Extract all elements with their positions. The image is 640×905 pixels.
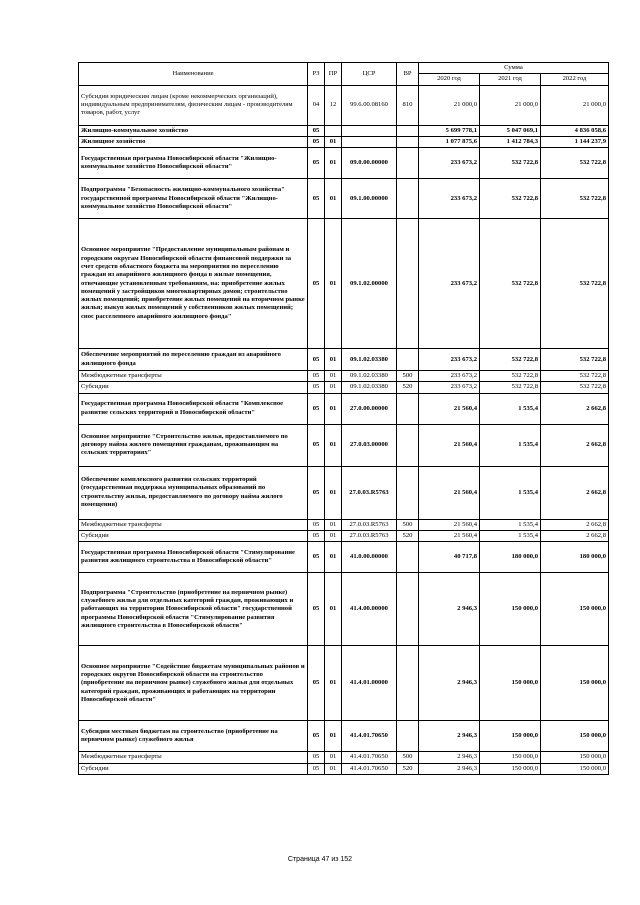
row-vr (397, 125, 419, 136)
row-vr: 810 (397, 85, 419, 125)
row-pr: 01 (325, 752, 342, 763)
row-rz: 05 (308, 179, 325, 219)
row-value-2022: 532 722,8 (541, 179, 609, 219)
row-csr: 09.1.00.00000 (342, 179, 397, 219)
row-vr (397, 721, 419, 752)
row-rz: 05 (308, 371, 325, 382)
row-rz: 05 (308, 382, 325, 393)
row-value-2022: 150 000,0 (541, 573, 609, 646)
row-value-2021: 150 000,0 (480, 646, 541, 721)
row-rz: 05 (308, 424, 325, 466)
row-value-2021: 532 722,8 (480, 382, 541, 393)
row-csr (342, 136, 397, 147)
header-year-2022: 2022 год (541, 74, 609, 85)
row-vr (397, 424, 419, 466)
row-value-2021: 180 000,0 (480, 542, 541, 573)
table-row (79, 542, 609, 573)
header-csr: ЦСР (342, 63, 397, 86)
row-rz: 05 (308, 148, 325, 179)
row-vr: 520 (397, 531, 419, 542)
row-pr: 01 (325, 136, 342, 147)
row-value-2022: 150 000,0 (541, 763, 609, 774)
row-name: Субсидии местным бюджетам на строительство (приобретение на первичном рынке) служебного жилья (79, 721, 308, 752)
row-pr: 01 (325, 393, 342, 424)
row-csr: 41.4.01.70650 (342, 763, 397, 774)
row-vr: 500 (397, 519, 419, 530)
row-pr: 01 (325, 179, 342, 219)
row-csr: 41.4.01.70650 (342, 752, 397, 763)
row-vr (397, 393, 419, 424)
row-vr (397, 349, 419, 371)
row-value-2022: 150 000,0 (541, 752, 609, 763)
row-pr: 01 (325, 542, 342, 573)
row-value-2020: 5 699 778,1 (419, 125, 480, 136)
row-pr: 01 (325, 573, 342, 646)
row-vr: 520 (397, 763, 419, 774)
row-value-2020: 1 077 875,6 (419, 136, 480, 147)
row-value-2021: 150 000,0 (480, 752, 541, 763)
row-name: Подпрограмма "Строительство (приобретение на первичном рынке) служебного жилья для отдельных категорий граждан, проживающих и работающих на территории Новосибирской области" государственной программы Новосибирской области "Стимулирование развития жилищного строительства в Новосибирской области" (79, 573, 308, 646)
row-csr: 27.0.03.R5763 (342, 519, 397, 530)
row-pr: 01 (325, 349, 342, 371)
row-value-2021: 21 000,0 (480, 85, 541, 125)
header-pr: ПР (325, 63, 342, 86)
row-value-2020: 233 673,2 (419, 382, 480, 393)
row-value-2021: 150 000,0 (480, 763, 541, 774)
row-value-2020: 21 000,0 (419, 85, 480, 125)
row-pr: 01 (325, 371, 342, 382)
table-row (79, 148, 609, 179)
table-row (79, 382, 609, 393)
row-rz: 05 (308, 393, 325, 424)
row-value-2022: 2 662,8 (541, 519, 609, 530)
row-pr: 01 (325, 531, 342, 542)
row-value-2022: 2 662,8 (541, 424, 609, 466)
row-name: Межбюджетные трансферты (79, 371, 308, 382)
table-row (79, 573, 609, 646)
header-sum: Сумма (419, 63, 609, 74)
row-pr: 01 (325, 519, 342, 530)
row-value-2021: 5 047 069,1 (480, 125, 541, 136)
row-name: Государственная программа Новосибирской области "Жилищно-коммунальное хозяйство Новосибирской области" (79, 148, 308, 179)
row-name: Субсидии юридическим лицам (кроме некоммерческих организаций), индивидуальным предпринимателям, физическим лицам - производителям товаров, работ, услуг (79, 85, 308, 125)
table-row (79, 466, 609, 519)
row-name: Субсидии (79, 531, 308, 542)
row-value-2022: 180 000,0 (541, 542, 609, 573)
row-rz: 05 (308, 573, 325, 646)
row-rz: 04 (308, 85, 325, 125)
row-rz: 05 (308, 125, 325, 136)
row-name: Субсидии (79, 763, 308, 774)
row-value-2022: 4 836 058,6 (541, 125, 609, 136)
row-vr (397, 646, 419, 721)
row-csr (342, 125, 397, 136)
page-number: Страница 47 из 152 (287, 856, 353, 863)
row-vr: 520 (397, 382, 419, 393)
row-pr: 01 (325, 466, 342, 519)
header-vr: ВР (397, 63, 419, 86)
row-value-2021: 1 535,4 (480, 466, 541, 519)
row-vr: 500 (397, 752, 419, 763)
row-name: Субсидии (79, 382, 308, 393)
table-row (79, 349, 609, 371)
row-value-2021: 1 535,4 (480, 424, 541, 466)
table-row (79, 752, 609, 763)
row-vr: 500 (397, 371, 419, 382)
row-name: Основное мероприятие "Содействие бюджетам муниципальных районов и городских округов Новосибирской области на строительство (приобретение на первичном рынке) служебного жилья для отдельных категорий граждан, проживающих и работающих на территории Новосибирской области" (79, 646, 308, 721)
row-value-2022: 2 662,8 (541, 531, 609, 542)
row-vr (397, 179, 419, 219)
row-pr: 01 (325, 763, 342, 774)
row-value-2020: 2 946,3 (419, 721, 480, 752)
row-rz: 05 (308, 542, 325, 573)
row-value-2022: 2 662,8 (541, 393, 609, 424)
row-csr: 27.0.03.00000 (342, 424, 397, 466)
row-value-2022: 2 662,8 (541, 466, 609, 519)
row-value-2021: 532 722,8 (480, 148, 541, 179)
row-value-2022: 532 722,8 (541, 371, 609, 382)
row-value-2020: 21 560,4 (419, 424, 480, 466)
row-csr: 27.0.00.00000 (342, 393, 397, 424)
row-value-2022: 532 722,8 (541, 349, 609, 371)
table-row (79, 424, 609, 466)
row-csr: 09.0.00.00000 (342, 148, 397, 179)
header-year-2020: 2020 год (419, 74, 480, 85)
row-pr: 01 (325, 721, 342, 752)
row-csr: 41.4.01.70650 (342, 721, 397, 752)
table-row (79, 179, 609, 219)
table-row (79, 763, 609, 774)
table-row (79, 219, 609, 349)
row-value-2021: 150 000,0 (480, 721, 541, 752)
row-name: Межбюджетные трансферты (79, 519, 308, 530)
row-csr: 27.0.03.R5763 (342, 531, 397, 542)
row-name: Обеспечение комплексного развития сельских территорий (государственная поддержка муниципальных образований по строительству жилья, предоставляемого по договору найма жилого помещения) (79, 466, 308, 519)
row-pr: 01 (325, 424, 342, 466)
table-row (79, 125, 609, 136)
row-name: Межбюджетные трансферты (79, 752, 308, 763)
row-value-2020: 2 946,3 (419, 763, 480, 774)
row-vr (397, 466, 419, 519)
row-value-2021: 1 535,4 (480, 393, 541, 424)
table-row (79, 531, 609, 542)
row-rz: 05 (308, 349, 325, 371)
row-value-2020: 233 673,2 (419, 371, 480, 382)
table-row (79, 721, 609, 752)
row-csr: 09.1.02.03380 (342, 382, 397, 393)
row-rz: 05 (308, 466, 325, 519)
row-value-2020: 233 673,2 (419, 148, 480, 179)
row-value-2020: 233 673,2 (419, 179, 480, 219)
header-year-2021: 2021 год (480, 74, 541, 85)
row-value-2020: 21 560,4 (419, 519, 480, 530)
row-name: Основное мероприятие "Предоставление муниципальным районам и городским округам Новосибирской области финансовой поддержки за счет средств областного бюджета на мероприятия по переселению граждан из аварийного жилищного фонда в жилые помещения, отвечающие установленным требованиям, на: приобретение жилых помещений у застройщиков многоквартирных домов; строительство жилых помещений; приобретение жилых помещений на вторичном рынке жилья; выкуп жилых помещений у собственников жилых помещений; снос расселенного аварийного жилищного фонда" (79, 219, 308, 349)
row-value-2022: 532 722,8 (541, 219, 609, 349)
row-rz: 05 (308, 646, 325, 721)
row-name: Основное мероприятие "Строительство жилья, предоставляемого по договору найма жилого помещения гражданам, проживающим на сельских территориях" (79, 424, 308, 466)
row-value-2021: 150 000,0 (480, 573, 541, 646)
table-row (79, 519, 609, 530)
row-rz: 05 (308, 721, 325, 752)
row-value-2022: 150 000,0 (541, 721, 609, 752)
row-value-2020: 40 717,8 (419, 542, 480, 573)
row-pr: 01 (325, 148, 342, 179)
row-value-2022: 21 000,0 (541, 85, 609, 125)
row-csr: 41.4.01.00000 (342, 646, 397, 721)
row-value-2020: 2 946,3 (419, 752, 480, 763)
table-body (79, 85, 609, 774)
row-value-2020: 21 560,4 (419, 531, 480, 542)
row-vr (397, 136, 419, 147)
row-name: Государственная программа Новосибирской области "Комплексное развитие сельских территорий в Новосибирской области" (79, 393, 308, 424)
header-rz: РЗ (308, 63, 325, 86)
row-value-2021: 532 722,8 (480, 179, 541, 219)
row-value-2022: 532 722,8 (541, 148, 609, 179)
row-vr (397, 219, 419, 349)
row-name: Подпрограмма "Безопасность жилищно-коммунального хозяйства" государственной программы Новосибирской области "Жилищно-коммунальное хозяйство Новосибирской области" (79, 179, 308, 219)
row-rz: 05 (308, 752, 325, 763)
row-value-2021: 1 535,4 (480, 531, 541, 542)
row-value-2021: 532 722,8 (480, 371, 541, 382)
header-name: Наименование (79, 63, 308, 86)
row-rz: 05 (308, 763, 325, 774)
row-rz: 05 (308, 519, 325, 530)
row-value-2020: 233 673,2 (419, 349, 480, 371)
row-csr: 09.1.02.03380 (342, 371, 397, 382)
table-row (79, 85, 609, 125)
row-value-2021: 1 412 784,3 (480, 136, 541, 147)
row-value-2022: 532 722,8 (541, 382, 609, 393)
row-csr: 41.0.00.00000 (342, 542, 397, 573)
row-vr (397, 542, 419, 573)
row-name: Жилищно-коммунальное хозяйство (79, 125, 308, 136)
table-row (79, 371, 609, 382)
row-vr (397, 573, 419, 646)
row-value-2020: 21 560,4 (419, 466, 480, 519)
table-row (79, 646, 609, 721)
row-value-2020: 2 946,3 (419, 646, 480, 721)
budget-table (78, 62, 609, 775)
row-csr: 41.4.00.00000 (342, 573, 397, 646)
table-row (79, 136, 609, 147)
row-rz: 05 (308, 219, 325, 349)
row-value-2021: 532 722,8 (480, 349, 541, 371)
row-csr: 27.0.03.R5763 (342, 466, 397, 519)
row-csr: 09.1.02.03380 (342, 349, 397, 371)
row-pr (325, 125, 342, 136)
row-rz: 05 (308, 531, 325, 542)
row-value-2021: 1 535,4 (480, 519, 541, 530)
row-value-2020: 2 946,3 (419, 573, 480, 646)
row-csr: 09.1.02.00000 (342, 219, 397, 349)
row-value-2022: 1 144 237,9 (541, 136, 609, 147)
row-name: Государственная программа Новосибирской области "Стимулирование развития жилищного строительства в Новосибирской области" (79, 542, 308, 573)
row-value-2020: 21 560,4 (419, 393, 480, 424)
row-value-2021: 532 722,8 (480, 219, 541, 349)
row-pr: 01 (325, 382, 342, 393)
row-value-2022: 150 000,0 (541, 646, 609, 721)
row-name: Жилищное хозяйство (79, 136, 308, 147)
row-pr: 12 (325, 85, 342, 125)
row-value-2020: 233 673,2 (419, 219, 480, 349)
row-rz: 05 (308, 136, 325, 147)
row-pr: 01 (325, 646, 342, 721)
row-csr: 99.6.00.08160 (342, 85, 397, 125)
row-pr: 01 (325, 219, 342, 349)
row-name: Обеспечение мероприятий по переселению граждан из аварийного жилищного фонда (79, 349, 308, 371)
row-vr (397, 148, 419, 179)
table-row (79, 393, 609, 424)
